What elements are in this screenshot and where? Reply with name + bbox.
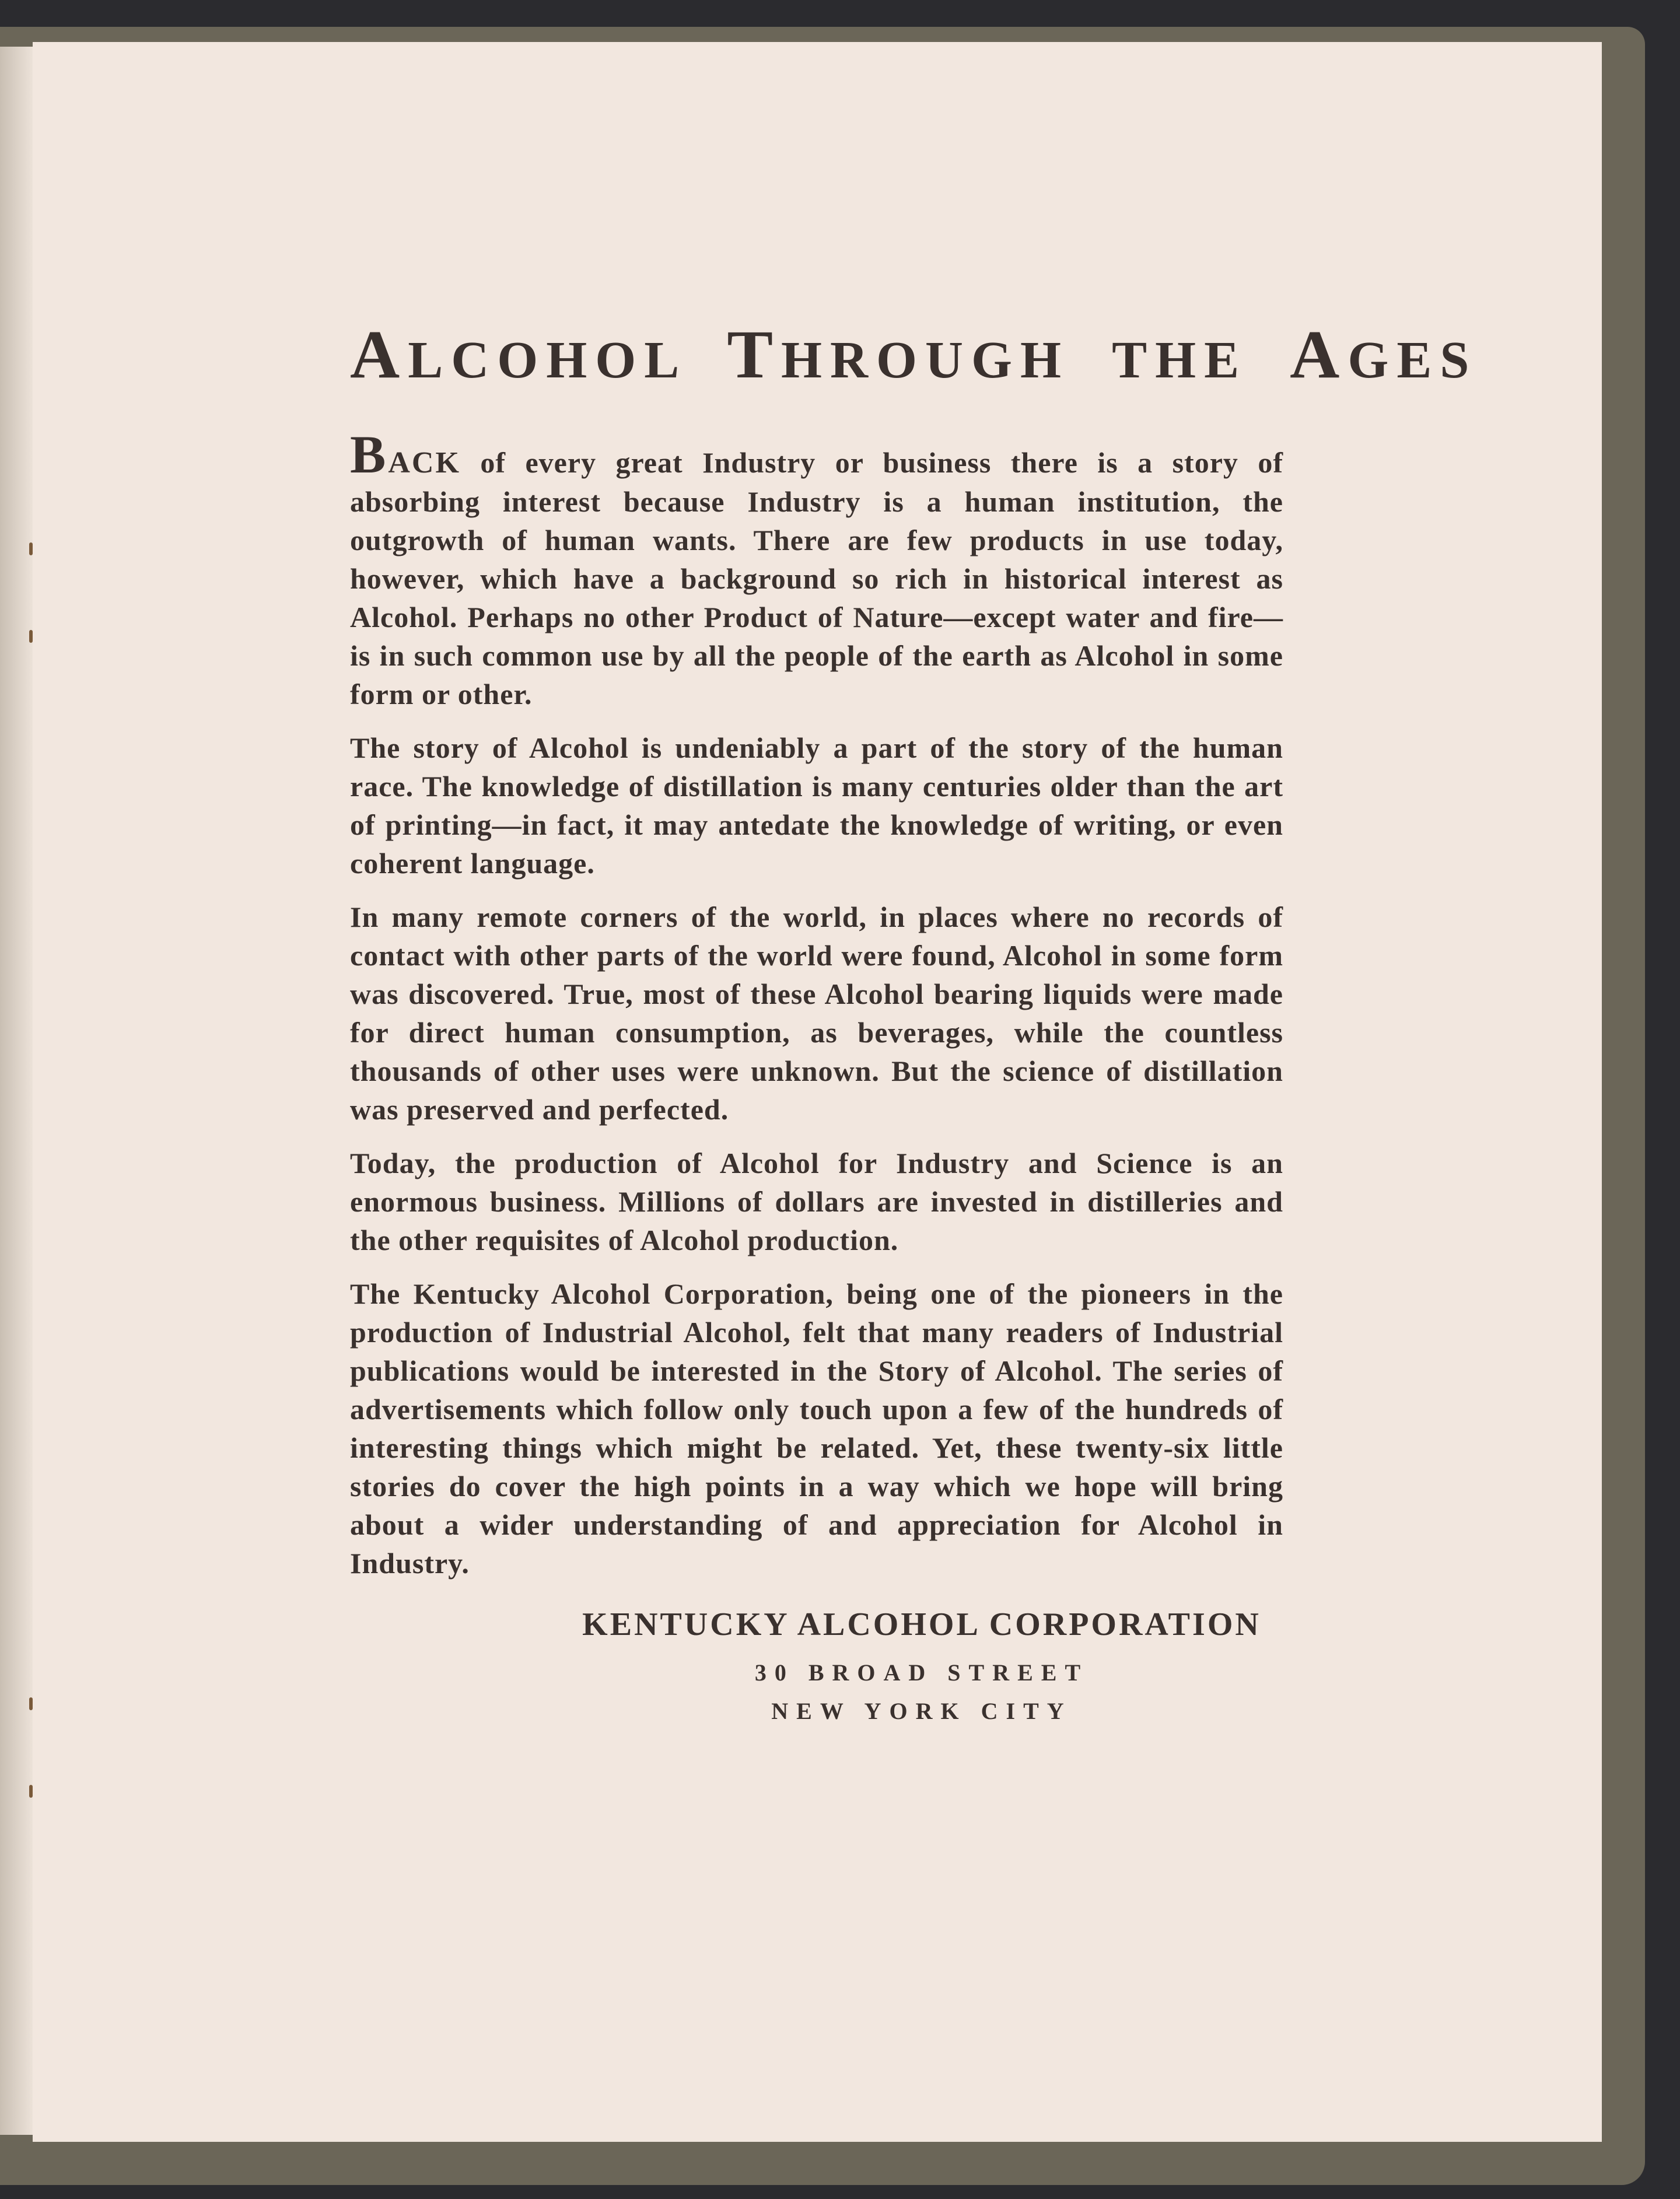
street-address: 30 BROAD STREET bbox=[754, 1659, 1089, 1686]
binding-stitch bbox=[29, 1697, 33, 1710]
gutter-shadow bbox=[0, 47, 33, 2135]
title-word: HROUGH bbox=[781, 331, 1070, 389]
paragraph-3: In many remote corners of the world, in places where no records of contact with other parts of the world were found, Alcohol in some form was discovered. True, most of these Alcohol bearing liquids were made for direct human consumption, as beverages, while the countless thousands of other uses were unknown. But the science of distillation was preserved and perfected. bbox=[350, 901, 1283, 1126]
signature-block bbox=[572, 1606, 1272, 1731]
city: NEW YORK CITY bbox=[771, 1698, 1072, 1724]
title-initial: T bbox=[727, 316, 782, 393]
title-word: LCOHOL bbox=[408, 331, 685, 389]
drop-cap: B bbox=[350, 425, 388, 484]
paragraph-4: Today, the production of Alcohol for Industry and Science is an enormous business. Millions of dollars are invested in distilleries and the other requisites of Alcohol production. bbox=[350, 1147, 1283, 1256]
binding-stitch bbox=[29, 542, 33, 555]
page-title bbox=[350, 315, 1478, 394]
binding-stitch bbox=[29, 630, 33, 643]
title-initial: A bbox=[350, 316, 408, 393]
title-initial: A bbox=[1290, 316, 1348, 393]
article bbox=[350, 315, 1478, 1731]
title-word: GES bbox=[1348, 331, 1478, 389]
body-text bbox=[350, 425, 1283, 1582]
binding-stitch bbox=[29, 1785, 33, 1798]
paragraph-1 bbox=[350, 425, 1283, 713]
paragraph-2: The story of Alcohol is undeniably a part of the story of the human race. The knowledge of distillation is many centuries older than the art of printing—in fact, it may antedate the knowledge of writing, or even coherent language. bbox=[350, 731, 1283, 880]
paragraph-5: The Kentucky Alcohol Corporation, being one of the pioneers in the production of Industrial Alcohol, felt that many readers of Industrial publications would be interested in the Story of Alcohol. The series of advertisements which follow only touch upon a few of the hundreds of interesting things which might be related. Yet, these twenty-six little stories do cover the high points in a way which we hope will bring about a wider understanding of and appreciation for Alcohol in Industry. bbox=[350, 1277, 1283, 1580]
paragraph-text: of every great Industry or business there is a story of absorbing interest because Industry is a human institution, the outgrowth of human wants. There are few products in use today, however, which have a background so rich in historical interest as Alcohol. Perhaps no other Product of Nature—except water and fire—is in such common use by all the people of the earth as Alcohol in some form or other. bbox=[350, 446, 1283, 710]
company-name: KENTUCKY ALCOHOL CORPORATION bbox=[582, 1606, 1261, 1643]
small-caps-lead: ACK bbox=[388, 446, 461, 479]
title-word: THE bbox=[1112, 331, 1248, 389]
